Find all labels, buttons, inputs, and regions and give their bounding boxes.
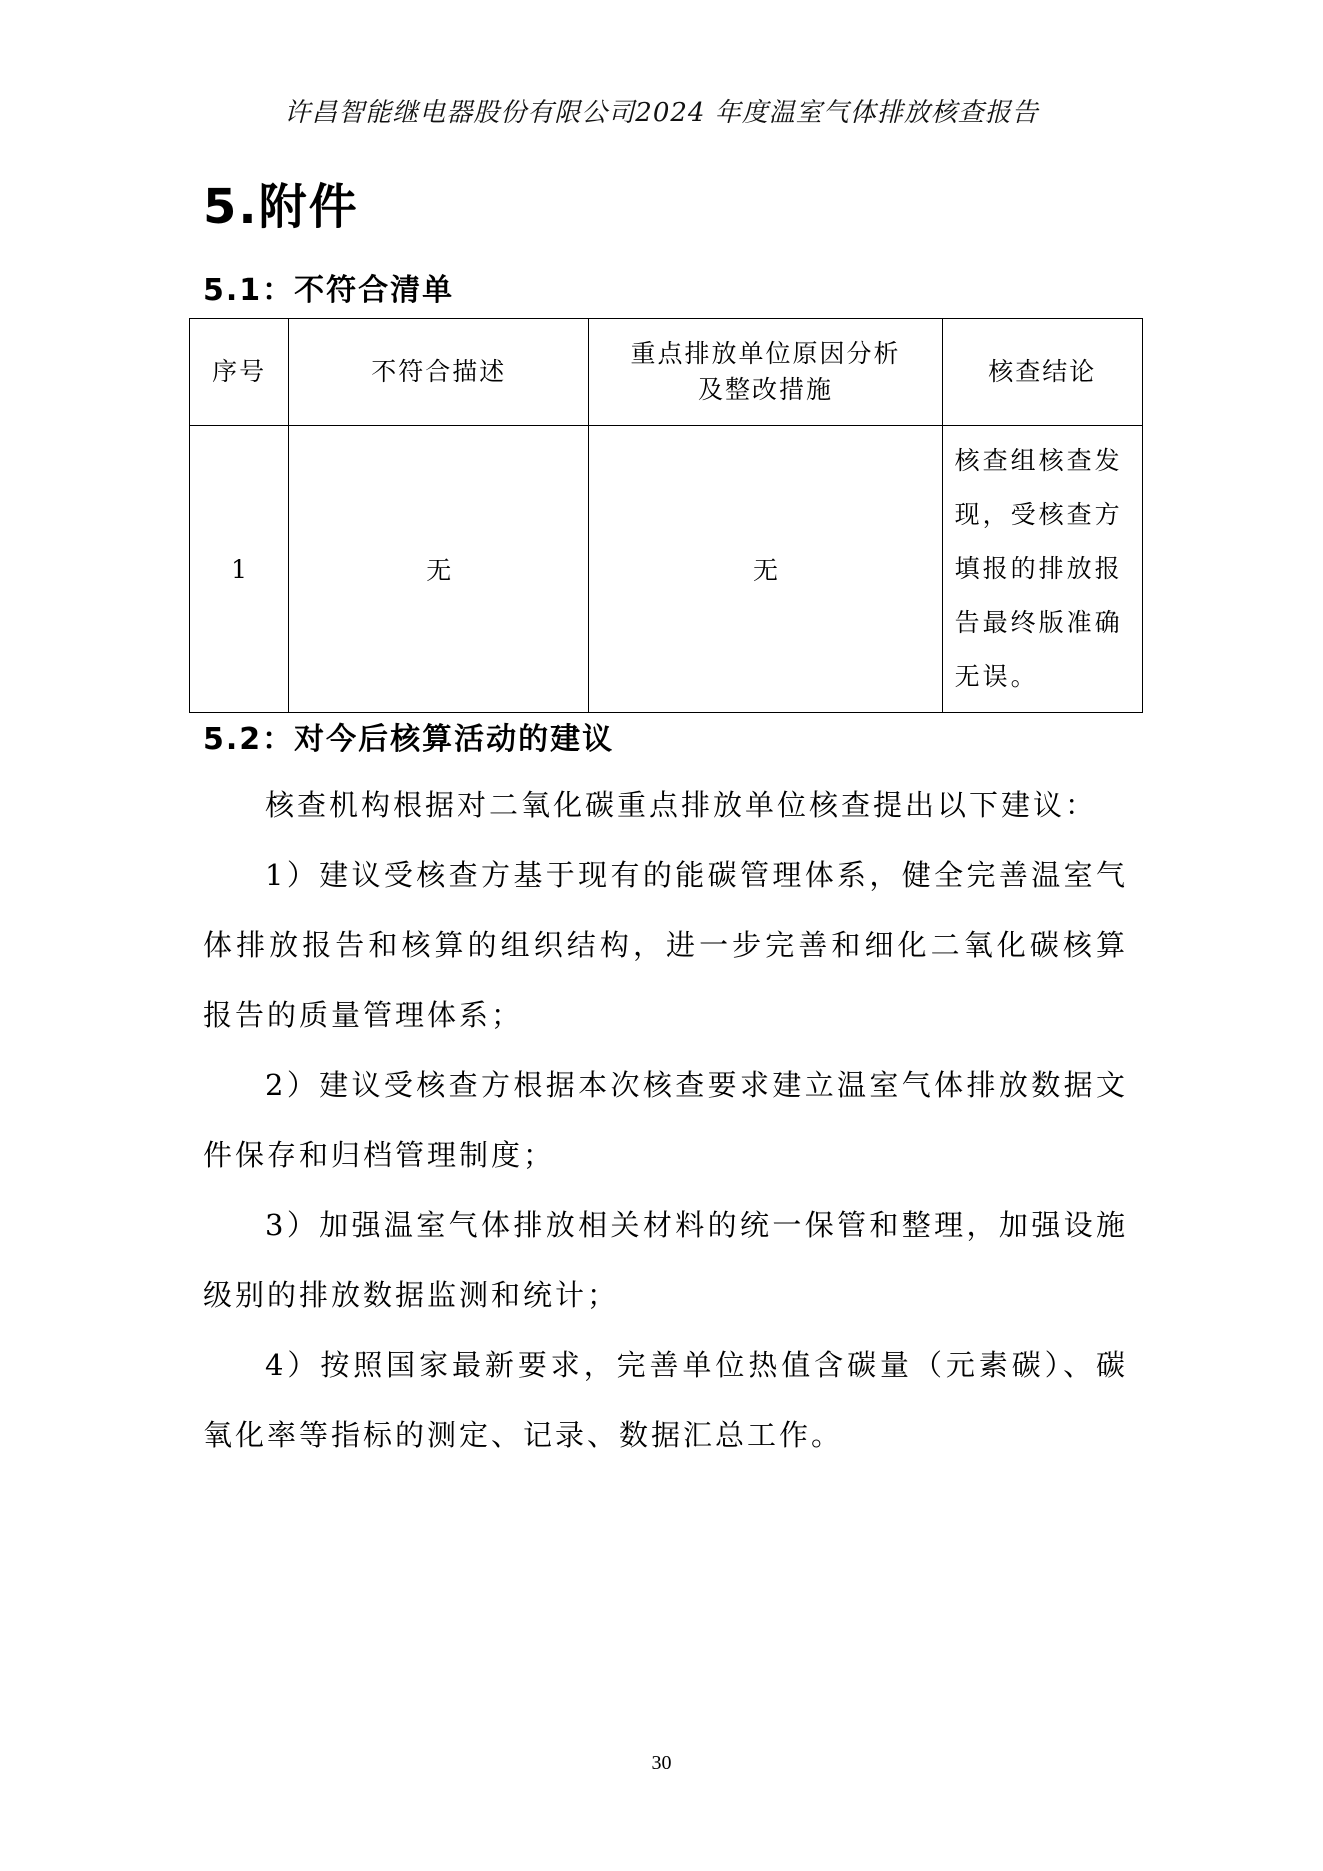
table-header-row [190,319,1143,426]
table-header-cell: 序号 [190,319,289,426]
table-cell-index: 1 [190,426,289,713]
paragraph-suggestion-2: 2）建议受核查方根据本次核查要求建立温室气体排放数据文件保存和归档管理制度； [203,1068,1128,1172]
paragraph-suggestion-3: 3）加强温室气体排放相关材料的统一保管和整理，加强设施级别的排放数据监测和统计； [203,1208,1128,1312]
table-header-cell: 核查结论 [942,319,1142,426]
table-row [190,426,1143,713]
running-header: 许昌智能继电器股份有限公司2024 年度温室气体排放核查报告 [284,98,1039,128]
table-cell-conclusion: 核查组核查发现，受核查方填报的排放报告最终版准确无误。 [942,426,1142,713]
table-cell-description: 无 [289,426,589,713]
paragraph-suggestion-1: 1）建议受核查方基于现有的能碳管理体系，健全完善温室气体排放报告和核算的组织结构，进一步完善和细化二氧化碳核算报告的质量管理体系； [203,858,1128,1032]
page-number: 30 [651,1752,672,1774]
paragraph-suggestion-4: 4）按照国家最新要求，完善单位热值含碳量（元素碳）、碳氧化率等指标的测定、记录、数据汇总工作。 [203,1348,1128,1452]
nonconformity-table [189,318,1143,713]
table-cell-analysis: 无 [589,426,942,713]
table-header-cell: 重点排放单位原因分析及整改措施 [589,319,942,426]
section-title: 5.附件 [203,179,359,235]
subsection-title-suggestions: 5.2：对今后核算活动的建议 [203,722,615,757]
table-header-cell: 不符合描述 [289,319,589,426]
subsection-title-nonconformity: 5.1：不符合清单 [203,273,455,308]
paragraph-intro: 核查机构根据对二氧化碳重点排放单位核查提出以下建议： [265,788,1098,822]
